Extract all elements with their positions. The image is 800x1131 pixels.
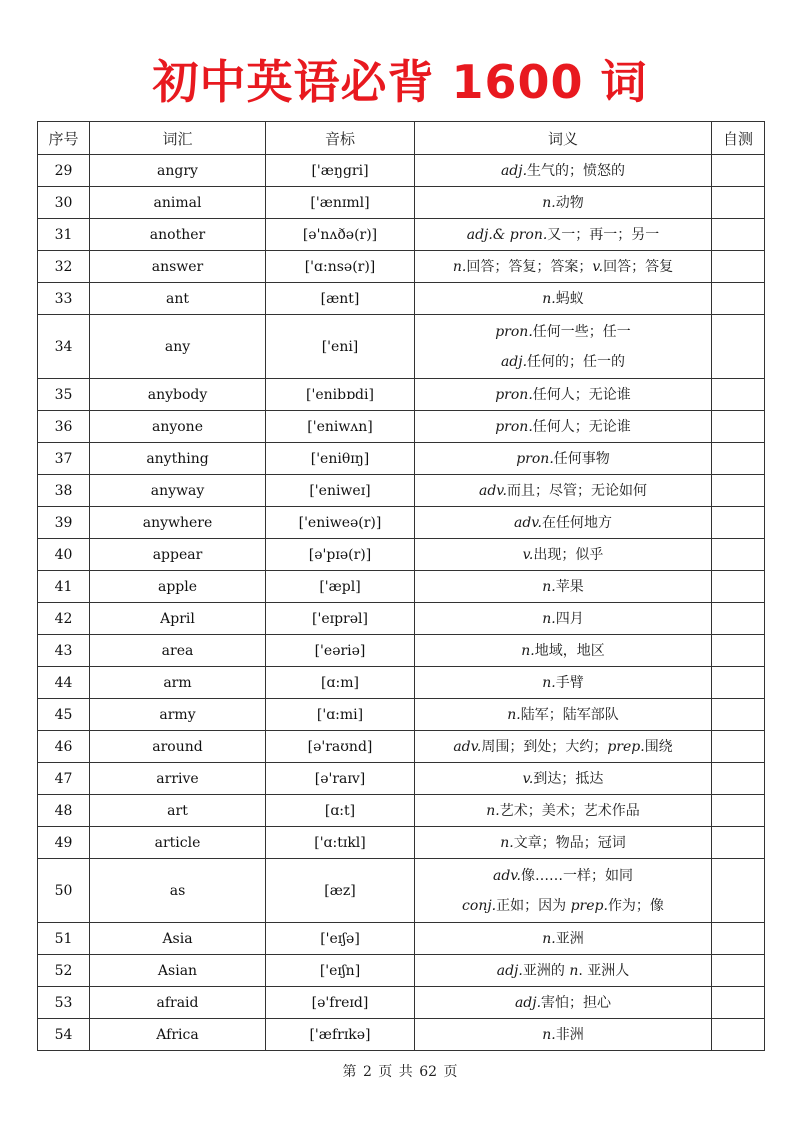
meaning-text: 正如；因为: [496, 897, 571, 914]
row-word: area: [90, 635, 266, 667]
row-meaning: [415, 379, 712, 411]
table-row: [38, 443, 765, 475]
meaning-line: [415, 444, 711, 474]
meaning-text: 害怕；担心: [541, 994, 612, 1011]
row-word: animal: [90, 187, 266, 219]
row-meaning: [415, 763, 712, 795]
row-number: 49: [38, 827, 90, 859]
row-number: 50: [38, 859, 90, 923]
meaning-line: [415, 317, 711, 347]
row-meaning: [415, 283, 712, 315]
row-self-test-box[interactable]: [712, 155, 765, 187]
meaning-line: [415, 252, 711, 282]
row-word: anybody: [90, 379, 266, 411]
row-self-test-box[interactable]: [712, 827, 765, 859]
meaning-text: 四月: [555, 610, 584, 627]
part-of-speech: n.: [521, 642, 535, 659]
row-self-test-box[interactable]: [712, 987, 765, 1019]
table-row: [38, 283, 765, 315]
meaning-line: [415, 540, 711, 570]
row-self-test-box[interactable]: [712, 923, 765, 955]
row-meaning: [415, 603, 712, 635]
table-row: [38, 155, 765, 187]
row-self-test-box[interactable]: [712, 731, 765, 763]
part-of-speech: n.: [500, 834, 514, 851]
row-meaning: [415, 827, 712, 859]
meaning-line: [415, 572, 711, 602]
meaning-text: 动物: [555, 194, 584, 211]
row-phonetic: ['ɑ:nsə(r)]: [266, 251, 415, 283]
part-of-speech: n.: [542, 1026, 556, 1043]
meaning-line: [415, 668, 711, 698]
meaning-line: [415, 796, 711, 826]
row-number: 47: [38, 763, 90, 795]
header-meaning: 词义: [415, 122, 712, 155]
table-row: [38, 667, 765, 699]
part-of-speech: conj.: [462, 897, 497, 914]
part-of-speech: n.: [542, 930, 556, 947]
row-self-test-box[interactable]: [712, 219, 765, 251]
table-header-row: [38, 122, 765, 155]
part-of-speech: n: [569, 962, 579, 979]
row-word: anyway: [90, 475, 266, 507]
row-word: article: [90, 827, 266, 859]
part-of-speech: prep.: [607, 738, 645, 755]
row-phonetic: ['ɑ:mi]: [266, 699, 415, 731]
table-row: [38, 795, 765, 827]
row-phonetic: ['eɪʃə]: [266, 923, 415, 955]
row-number: 53: [38, 987, 90, 1019]
meaning-line: [415, 604, 711, 634]
row-meaning: [415, 859, 712, 923]
meaning-text: 任何事物: [553, 450, 610, 467]
meaning-text: 亚洲的: [522, 962, 570, 979]
row-self-test-box[interactable]: [712, 315, 765, 379]
row-word: anywhere: [90, 507, 266, 539]
row-number: 54: [38, 1019, 90, 1051]
page-title: 初中英语必背 1600 词: [152, 55, 648, 109]
meaning-text: 又一；再一；另一: [547, 226, 660, 243]
row-number: 35: [38, 379, 90, 411]
meaning-text: 生气的；愤怒的: [527, 162, 626, 179]
row-word: afraid: [90, 987, 266, 1019]
part-of-speech: v.: [592, 258, 604, 275]
meaning-line: [415, 188, 711, 218]
table-row: [38, 763, 765, 795]
table-row: [38, 987, 765, 1019]
row-phonetic: [ə'pɪə(r)]: [266, 539, 415, 571]
row-meaning: [415, 411, 712, 443]
row-phonetic: ['eəriə]: [266, 635, 415, 667]
row-self-test-box[interactable]: [712, 667, 765, 699]
meaning-line: [415, 700, 711, 730]
row-word: Africa: [90, 1019, 266, 1051]
meaning-line: [415, 380, 711, 410]
row-self-test-box[interactable]: [712, 283, 765, 315]
row-word: Asian: [90, 955, 266, 987]
row-phonetic: ['eɪʃn]: [266, 955, 415, 987]
table-row: [38, 955, 765, 987]
table-row: [38, 219, 765, 251]
row-self-test-box[interactable]: [712, 1019, 765, 1051]
row-number: 32: [38, 251, 90, 283]
part-of-speech: n.: [486, 802, 500, 819]
row-number: 48: [38, 795, 90, 827]
row-phonetic: ['æfrɪkə]: [266, 1019, 415, 1051]
row-phonetic: ['eɪprəl]: [266, 603, 415, 635]
row-meaning: [415, 219, 712, 251]
meaning-line: [415, 861, 711, 891]
part-of-speech: n.: [452, 258, 467, 275]
row-meaning: [415, 443, 712, 475]
row-number: 46: [38, 731, 90, 763]
meaning-line: [415, 956, 711, 986]
row-meaning: [415, 923, 712, 955]
part-of-speech: n.: [542, 578, 556, 595]
row-self-test-box[interactable]: [712, 539, 765, 571]
meaning-text: 任何一些；任一: [532, 323, 631, 340]
row-phonetic: [æz]: [266, 859, 415, 923]
meaning-text: 蚂蚁: [555, 290, 584, 307]
meaning-text: 围绕: [644, 738, 673, 755]
meaning-line: [415, 1020, 711, 1050]
row-self-test-box[interactable]: [712, 955, 765, 987]
part-of-speech: pron.: [495, 386, 533, 403]
row-number: 52: [38, 955, 90, 987]
row-phonetic: ['ænɪml]: [266, 187, 415, 219]
row-self-test-box[interactable]: [712, 507, 765, 539]
meaning-line: [415, 636, 711, 666]
row-number: 41: [38, 571, 90, 603]
header-word: 词汇: [90, 122, 266, 155]
row-meaning: [415, 251, 712, 283]
table-row: [38, 187, 765, 219]
row-meaning: [415, 635, 712, 667]
row-number: 37: [38, 443, 90, 475]
meaning-line: [415, 412, 711, 442]
row-phonetic: ['eniθɪŋ]: [266, 443, 415, 475]
table-row: [38, 635, 765, 667]
part-of-speech: v.: [522, 770, 534, 787]
part-of-speech: n.: [542, 674, 556, 691]
meaning-text: 任何的；任一的: [527, 353, 626, 370]
meaning-text: 地域，地区: [534, 642, 605, 659]
row-phonetic: [ə'raɪv]: [266, 763, 415, 795]
row-meaning: [415, 155, 712, 187]
row-word: Asia: [90, 923, 266, 955]
row-meaning: [415, 571, 712, 603]
row-number: 36: [38, 411, 90, 443]
row-self-test-box[interactable]: [712, 411, 765, 443]
meaning-text: 苹果: [555, 578, 584, 595]
row-meaning: [415, 507, 712, 539]
row-number: 39: [38, 507, 90, 539]
part-of-speech: n.: [542, 610, 556, 627]
meaning-text: 文章；物品；冠词: [513, 834, 626, 851]
row-number: 45: [38, 699, 90, 731]
row-phonetic: [ænt]: [266, 283, 415, 315]
row-self-test-box[interactable]: [712, 635, 765, 667]
row-word: April: [90, 603, 266, 635]
row-phonetic: ['ɑ:tɪkl]: [266, 827, 415, 859]
table-row: [38, 475, 765, 507]
row-meaning: [415, 795, 712, 827]
row-phonetic: [ə'freɪd]: [266, 987, 415, 1019]
row-word: answer: [90, 251, 266, 283]
row-phonetic: ['eniweɪ]: [266, 475, 415, 507]
table-row: [38, 731, 765, 763]
meaning-line: [415, 732, 711, 762]
row-number: 30: [38, 187, 90, 219]
row-number: 43: [38, 635, 90, 667]
row-word: appear: [90, 539, 266, 571]
meaning-line: [415, 764, 711, 794]
table-row: [38, 699, 765, 731]
meaning-line: [415, 924, 711, 954]
row-word: another: [90, 219, 266, 251]
row-meaning: [415, 187, 712, 219]
table-row: [38, 507, 765, 539]
row-phonetic: ['eniwʌn]: [266, 411, 415, 443]
vocabulary-table: [37, 121, 765, 1051]
row-self-test-box[interactable]: [712, 187, 765, 219]
part-of-speech: adj.: [514, 994, 542, 1011]
row-self-test-box[interactable]: [712, 443, 765, 475]
meaning-text: 艺术；美术；艺术作品: [499, 802, 640, 819]
meaning-text: 作为；像: [607, 897, 664, 914]
meaning-line: [415, 220, 711, 250]
row-self-test-box[interactable]: [712, 475, 765, 507]
table-row: [38, 251, 765, 283]
meaning-text: 任何人；无论谁: [532, 386, 631, 403]
row-number: 44: [38, 667, 90, 699]
row-word: anyone: [90, 411, 266, 443]
meaning-text: 而且；尽管；无论如何: [507, 482, 647, 499]
table-row: [38, 379, 765, 411]
meaning-text: 手臂: [555, 674, 584, 691]
meaning-text: 回答；答复；答案；: [466, 258, 593, 275]
row-word: any: [90, 315, 266, 379]
meaning-text: 像……一样；如同: [521, 867, 633, 884]
meaning-text: . 亚洲人: [578, 962, 630, 979]
meaning-line: [415, 347, 711, 377]
row-word: arrive: [90, 763, 266, 795]
part-of-speech: pron.: [495, 418, 533, 435]
table-row: [38, 859, 765, 923]
meaning-line: [415, 284, 711, 314]
row-number: 29: [38, 155, 90, 187]
part-of-speech: adj.& pron.: [466, 226, 548, 243]
row-self-test-box[interactable]: [712, 859, 765, 923]
part-of-speech: prep.: [570, 897, 608, 914]
row-word: ant: [90, 283, 266, 315]
table-row: [38, 1019, 765, 1051]
row-self-test-box[interactable]: [712, 763, 765, 795]
table-row: [38, 827, 765, 859]
row-meaning: [415, 731, 712, 763]
row-meaning: [415, 955, 712, 987]
meaning-text: 周围；到处；大约；: [481, 738, 608, 755]
table-row: [38, 411, 765, 443]
row-self-test-box[interactable]: [712, 251, 765, 283]
meaning-line: [415, 508, 711, 538]
meaning-text: 出现；似乎: [533, 546, 604, 563]
meaning-text: 陆军；陆军部队: [520, 706, 619, 723]
row-meaning: [415, 987, 712, 1019]
row-number: 34: [38, 315, 90, 379]
row-self-test-box[interactable]: [712, 379, 765, 411]
row-phonetic: [ɑ:m]: [266, 667, 415, 699]
meaning-text: 亚洲: [555, 930, 584, 947]
meaning-text: 在任何地方: [542, 514, 612, 531]
part-of-speech: pron.: [516, 450, 554, 467]
meaning-line: [415, 988, 711, 1018]
meaning-line: [415, 156, 711, 186]
row-number: 31: [38, 219, 90, 251]
row-word: art: [90, 795, 266, 827]
part-of-speech: v.: [522, 546, 534, 563]
part-of-speech: adv.: [478, 482, 507, 499]
part-of-speech: adj.: [500, 353, 528, 370]
part-of-speech: n.: [507, 706, 521, 723]
part-of-speech: adj.: [496, 962, 523, 979]
row-number: 33: [38, 283, 90, 315]
table-row: [38, 539, 765, 571]
row-self-test-box[interactable]: [712, 699, 765, 731]
row-word: around: [90, 731, 266, 763]
header-self-test: 自测: [712, 122, 765, 155]
row-self-test-box[interactable]: [712, 795, 765, 827]
part-of-speech: pron.: [495, 323, 533, 340]
row-word: as: [90, 859, 266, 923]
row-self-test-box[interactable]: [712, 571, 765, 603]
meaning-line: [415, 828, 711, 858]
row-number: 42: [38, 603, 90, 635]
row-number: 40: [38, 539, 90, 571]
row-phonetic: ['enibɒdi]: [266, 379, 415, 411]
table-row: [38, 923, 765, 955]
row-phonetic: ['eni]: [266, 315, 415, 379]
row-phonetic: [ə'raʊnd]: [266, 731, 415, 763]
row-phonetic: [ə'nʌðə(r)]: [266, 219, 415, 251]
header-number: 序号: [38, 122, 90, 155]
row-number: 51: [38, 923, 90, 955]
row-meaning: [415, 475, 712, 507]
row-meaning: [415, 667, 712, 699]
table-row: [38, 603, 765, 635]
table-row: [38, 315, 765, 379]
part-of-speech: n.: [542, 290, 556, 307]
row-meaning: [415, 539, 712, 571]
row-meaning: [415, 1019, 712, 1051]
part-of-speech: adv.: [513, 514, 542, 531]
part-of-speech: adv.: [453, 738, 482, 755]
meaning-text: 任何人；无论谁: [532, 418, 631, 435]
row-phonetic: [ɑ:t]: [266, 795, 415, 827]
page-footer: 第 2 页 共 62 页: [342, 1064, 458, 1080]
meaning-line: [415, 891, 711, 921]
header-phonetic: 音标: [266, 122, 415, 155]
row-self-test-box[interactable]: [712, 603, 765, 635]
part-of-speech: adv.: [492, 867, 521, 884]
meaning-text: 回答；答复: [603, 258, 674, 275]
row-phonetic: ['æpl]: [266, 571, 415, 603]
row-phonetic: ['eniweə(r)]: [266, 507, 415, 539]
part-of-speech: adj.: [500, 162, 528, 179]
row-word: arm: [90, 667, 266, 699]
row-word: army: [90, 699, 266, 731]
row-phonetic: ['æŋgri]: [266, 155, 415, 187]
row-word: apple: [90, 571, 266, 603]
row-meaning: [415, 315, 712, 379]
row-number: 38: [38, 475, 90, 507]
vocabulary-table-body: [38, 155, 765, 1051]
meaning-line: [415, 476, 711, 506]
row-word: anything: [90, 443, 266, 475]
meaning-text: 非洲: [555, 1026, 584, 1043]
part-of-speech: n.: [542, 194, 556, 211]
meaning-text: 到达；抵达: [533, 770, 604, 787]
table-row: [38, 571, 765, 603]
row-word: angry: [90, 155, 266, 187]
row-meaning: [415, 699, 712, 731]
